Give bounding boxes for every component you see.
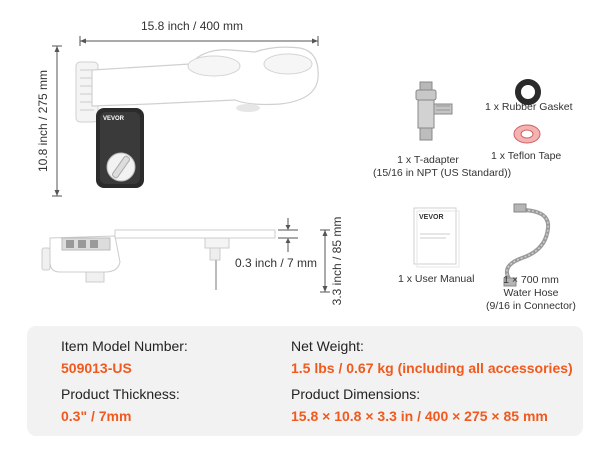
manual-label: 1 x User Manual <box>398 273 475 285</box>
thickness-dimension-line <box>278 218 298 252</box>
thickness-dimension-label: 0.3 inch / 7 mm <box>235 256 318 270</box>
rubber-gasket-icon <box>518 82 538 102</box>
net-weight-value: 1.5 lbs / 0.67 kg (including all accessories) <box>291 360 573 376</box>
product-dimensions-label: Product Dimensions: <box>291 386 421 402</box>
depth-dimension-line <box>52 46 62 196</box>
t-adapter-valve-icon <box>416 82 452 140</box>
teflon-label: 1 x Teflon Tape <box>491 150 562 162</box>
thickness-value: 0.3" / 7mm <box>61 408 132 424</box>
tadapter-label-line1: 1 x T-adapter <box>397 154 459 166</box>
model-number-label: Item Model Number: <box>61 338 188 354</box>
hose-label-line2: Water Hose <box>503 287 559 299</box>
teflon-tape-icon <box>514 125 540 143</box>
hose-label-line3: (9/16 in Connector) <box>486 300 576 312</box>
depth-dimension-label: 10.8 inch / 275 mm <box>36 69 50 173</box>
spec-panel <box>27 326 583 436</box>
hose-label-line1: 1 × 700 mm <box>503 274 559 286</box>
width-dimension-line <box>80 36 318 46</box>
product-dimensions-value: 15.8 × 10.8 × 3.3 in / 400 × 275 × 85 mm <box>291 408 548 424</box>
model-number-value: 509013-US <box>61 360 132 376</box>
width-dimension-label: 15.8 inch / 400 mm <box>141 19 244 33</box>
manual-brand: VEVOR <box>419 214 444 221</box>
height-dimension-label: 3.3 inch / 85 mm <box>330 216 344 306</box>
tadapter-label <box>373 154 512 180</box>
tadapter-label-line2: (15/16 in NPT (US Standard)) <box>373 167 512 179</box>
brand-logo: VEVOR <box>103 116 125 122</box>
gasket-label: 1 x Rubber Gasket <box>485 101 573 113</box>
thickness-label: Product Thickness: <box>61 386 180 402</box>
net-weight-label: Net Weight: <box>291 338 364 354</box>
height-dimension-line <box>320 230 330 292</box>
hose-label <box>476 274 586 313</box>
